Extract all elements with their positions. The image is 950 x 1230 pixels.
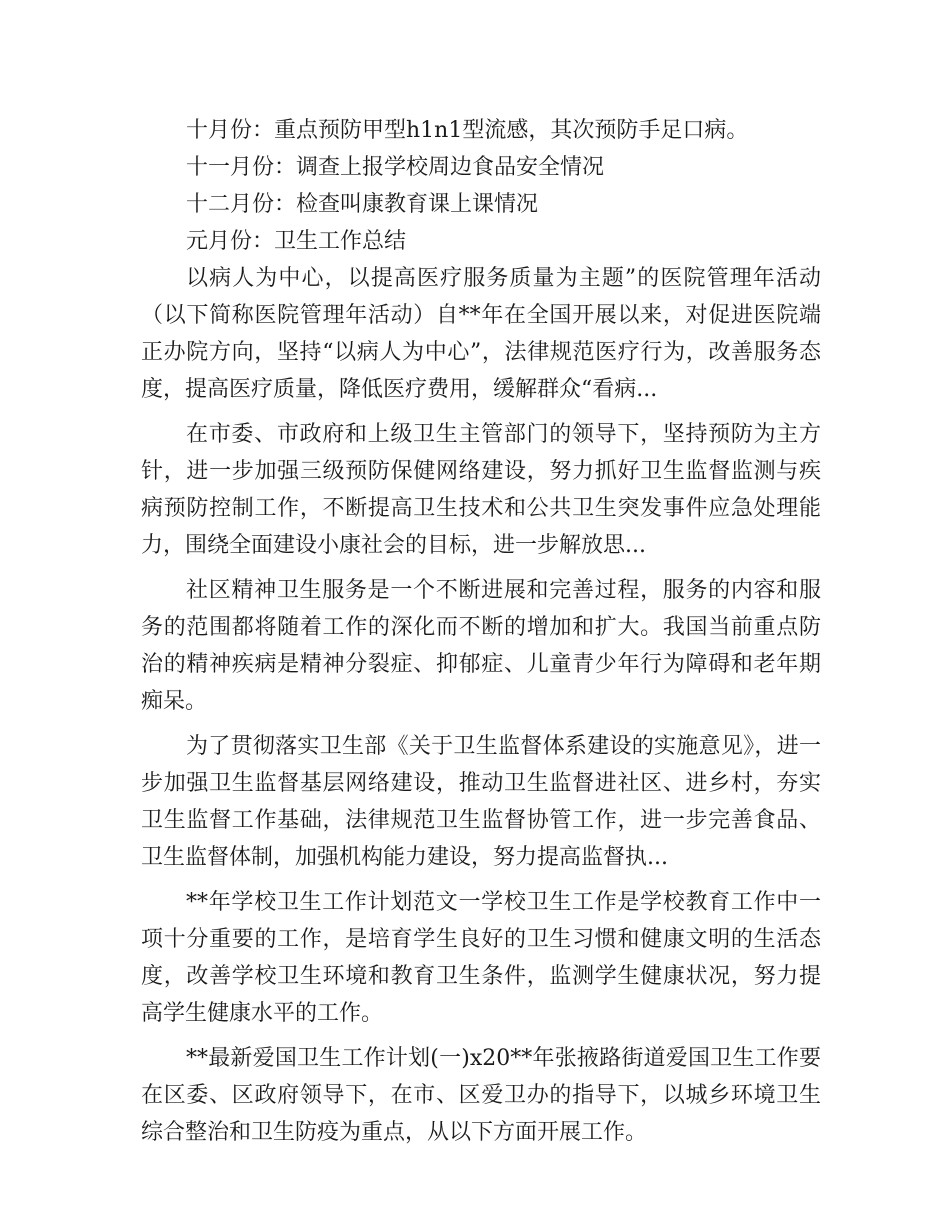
- paragraph-school-health-plan: **年学校卫生工作计划范文一学校卫生工作是学校教育工作中一项十分重要的工作，是培育学生良好的卫生习惯和健康文明的生活态度，改善学校卫生环境和教育卫生条件，监测学生健康状况，努力提高学生健康水平的工作。: [141, 890, 821, 1026]
- month-item-november: 十一月份：调查上报学校周边食品安全情况: [186, 155, 605, 180]
- paragraph-health-supervision: 为了贯彻落实卫生部《关于卫生监督体系建设的实施意见》，进一步加强卫生监督基层网络建设，推动卫生监督进社区、进乡村，夯实卫生监督工作基础，法律规范卫生监督协管工作，进一步完善食品、卫生监督体制，加强机构能力建设，努力提高监督执...: [141, 734, 821, 870]
- month-item-october: 十月份：重点预防甲型h1n1型流感，其次预防手足口病。: [186, 118, 749, 143]
- paragraph-community-mental-health: 社区精神卫生服务是一个不断进展和完善过程，服务的内容和服务的范围都将随着工作的深化而不断的增加和扩大。我国当前重点防治的精神疾病是精神分裂症、抑郁症、儿童青少年行为障碍和老年期痴呆。: [141, 578, 821, 714]
- paragraph-hospital-management: 以病人为中心，以提高医疗服务质量为主题”的医院管理年活动（以下简称医院管理年活动）自**年在全国开展以来，对促进医院端正办院方向，坚持“以病人为中心”，法律规范医疗行为，改善服务态度，提高医疗质量，降低医疗费用，缓解群众“看病...: [141, 266, 821, 402]
- paragraph-prevention-network: 在市委、市政府和上级卫生主管部门的领导下，坚持预防为主方针，进一步加强三级预防保健网络建设，努力抓好卫生监督监测与疾病预防控制工作，不断提高卫生技术和公共卫生突发事件应急处理能力，围绕全面建设小康社会的目标，进一步解放思...: [141, 422, 821, 558]
- document-body: [141, 112, 821, 1159]
- paragraph-patriotic-health-plan: **最新爱国卫生工作计划(一)x20**年张掖路街道爱国卫生工作要在区委、区政府领导下，在市、区爱卫办的指导下，以城乡环境卫生综合整治和卫生防疫为重点，从以下方面开展工作。: [141, 1046, 821, 1145]
- month-item-january: 元月份：卫生工作总结: [186, 229, 407, 254]
- month-item-december: 十二月份：检查叫康教育课上课情况: [186, 192, 539, 217]
